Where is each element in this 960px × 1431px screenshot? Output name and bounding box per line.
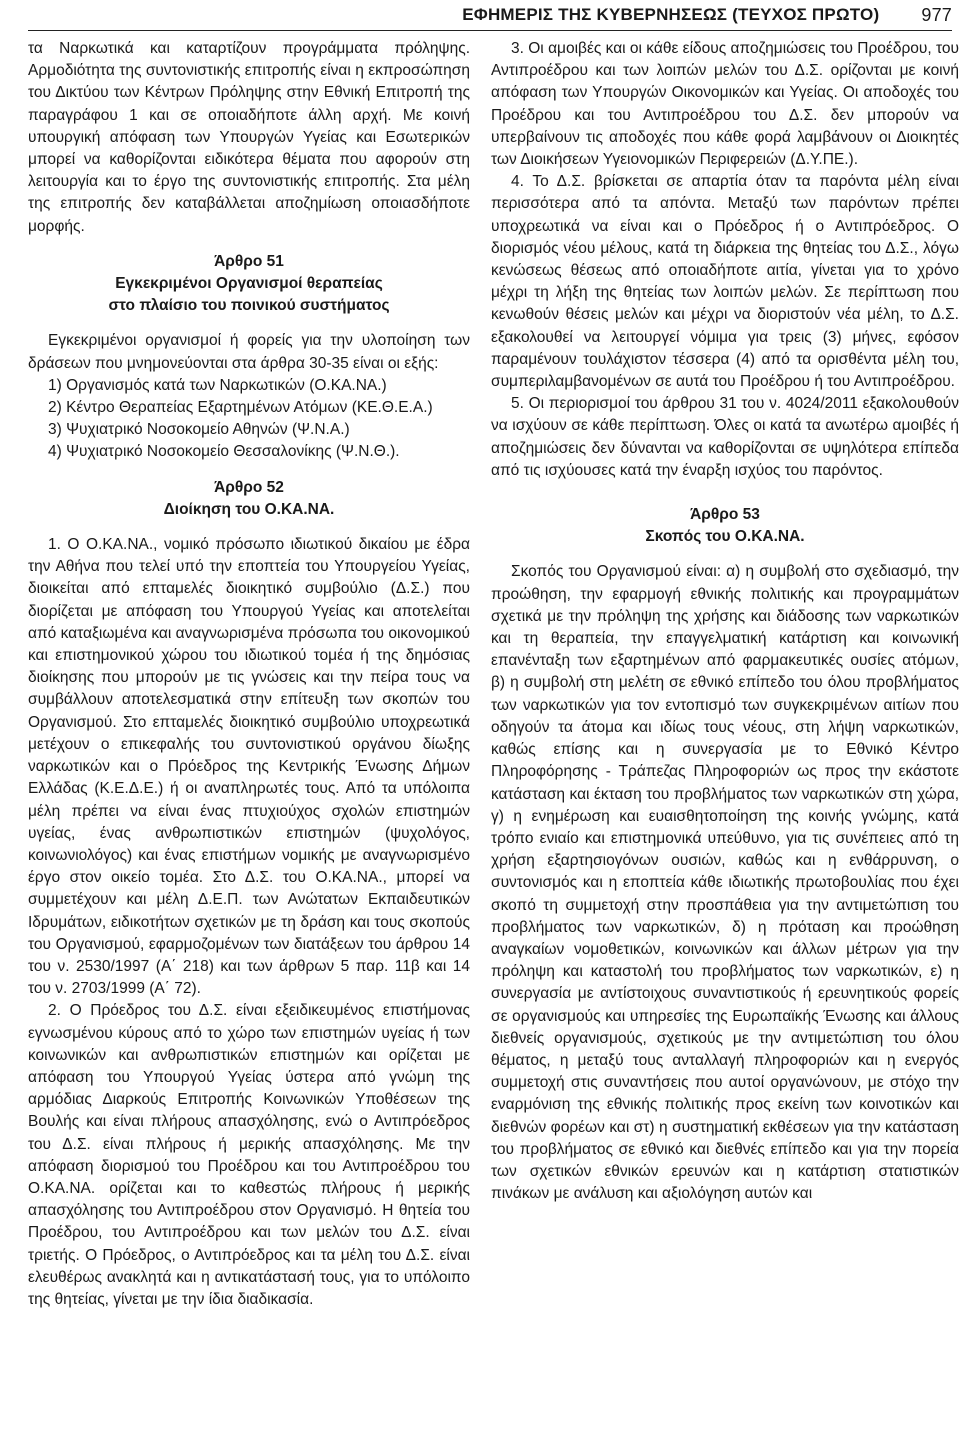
article-53-heading bbox=[491, 504, 959, 548]
right-column bbox=[491, 38, 959, 1205]
article-53-text: Σκοπός του Οργανισμού είναι: α) η συμβολή στο σχεδιασμό, την προώθηση, την εφαρμογή εθνικής πολιτικής και προγραμμάτων σχετικά με την πρόληψη της χρήσης και διάδοσης των ναρκωτικών και τη θεραπεία, την επαγγελματική κατάρτιση και κοινωνική επανένταξη των εξαρτημένων από φαρμακευτικές ουσίες ατόμων, β) η συμβολή στη μελέτη σε εθνικό επίπεδο του όλου προβλήματος των ναρκωτικών για τον εντοπισμό των συγκεκριμένων αιτίων που οδηγούν τα άτομα και ιδίως τους νέους, στη λήψη ναρκωτικών, καθώς επίσης και η συνεργασία με το Εθνικό Κέντρο Πληροφόρησης - Τράπεζας Πληροφοριών ως προς την εκάστοτε κατάσταση και έκταση του προβλήματος των ναρκωτικών στη χώρα, γ) η ενημέρωση και ευαισθητοποίηση της κοινής γνώμης, κατά τρόπο ενιαίο και επιστημονικά υπεύθυνο, για τις συνέπειες από τη χρήση εξαρτησιογόνων ουσιών, καθώς και η ενθάρρυνση, ο συντονισμός και η εποπτεία κάθε ιδιωτικής πρωτοβουλίας που έχει σκοπό τη συμμετοχή στην προσπάθεια για την αντιμετώπιση του προβλήματος των ναρκωτικών, δ) η πρόταση και προώθηση αναγκαίων νομοθετικών, κοινωνικών και άλλων μέτρων για την πρόληψη και καταστολή του προβλήματος των ναρκωτικών, ε) η συνεργασία με αντίστοιχους συναντιστικούς ή ερευνητικούς φορείς σε οργανισμούς και υπηρεσίες της Ευρωπαϊκής Ένωσης και άλλους διεθνείς οργανισμούς, σχετικούς με την αντιμετώπιση του όλου θέματος, η μεταξύ τους ανταλλαγή πληροφοριών και η ενεργός συμμετοχή στις συναντήσεις που αυτοί οργανώνουν, με στόχο την εναρμόνιση της εθνικής πολιτικής προς εκείνη των κοινοτικών και διεθνών φορέων και στ) η συστηματική εκθέσεων για την κατάσταση του προβλήματος σε εθνικό και διεθνές επίπεδο και για την πορεία των σχετικών εθνικών ερευνών και η κατάρτιση στατιστικών πινάκων με ανάλυση και αξιολόγηση αυτών και bbox=[491, 563, 959, 1203]
article-52-paragraph-1: 1. Ο Ο.ΚΑ.ΝΑ., νομικό πρόσωπο ιδιωτικού δικαίου με έδρα την Αθήνα που τελεί υπό την εποπτεία του Υπουργείου Υγείας, διοικείται από επταμελές διοικητικό συμβούλιο (Δ.Σ.) που διορίζεται με απόφαση του Υπουργού Υγείας και αποτελείται από καταξιωμένα και αναγνωρισμένα πρόσωπα του οικονομικού και επιστημονικού χώρου του ιδιωτικού τομέα ή της δημόσιας διοίκησης που μπορούν με τις γνώσεις και την πείρα τους να συμβάλλουν αποτελεσματικά στην επίτευξη των σκοπών του Οργανισμού. Στο επταμελές διοικητικό συμβούλιο υποχρεωτικά μετέχουν ο επικεφαλής του συντονιστικού οργάνου δίωξης ναρκωτικών και ο Πρόεδρος της Κεντρικής Ένωσης Δήμων Ελλάδας (Κ.Ε.Δ.Ε.) ή οι αναπληρωτές τους. Από τα υπόλοιπα μέλη πρέπει να είναι ένας πτυχιούχος σχολών επιστημών υγείας, ένας ανθρωπιστικών επιστημών (ψυχολόγος, κοινωνιολόγος) και ένας επιστήμων νομικής με αναγνωρισμένο έργο στον οικείο τομέα. Στο Δ.Σ. του Ο.ΚΑ.ΝΑ., μπορεί να συμμετέχουν και μέλη Δ.Ε.Π. των Ανώτατων Εκπαιδευτικών Ιδρυμάτων, ειδικοτήτων σχετικών με τη δράση και τους σκοπούς του Οργανισμού, εφαρμοζομένων των διατάξεων του άρθρου 14 του ν. 2530/1997 (Α΄ 218) και των άρθρων 5 παρ. 11β και 14 του ν. 2703/1999 (Α΄ 72). bbox=[28, 536, 470, 998]
list-item: 4) Ψυχιατρικό Νοσοκομείο Θεσσαλονίκης (Ψ.Ν.Θ.). bbox=[48, 443, 400, 461]
page-header bbox=[28, 0, 952, 31]
article-52-paragraph-4: 4. Το Δ.Σ. βρίσκεται σε απαρτία όταν τα παρόντα μέλη είναι περισσότερα από τα απόντα. Μεταξύ των παρόντων πρέπει υποχρεωτικά να είναι και ο Πρόεδρος ή ο Αντιπρόεδρος. Ο διορισμός νέου μέλους, κατά τη διάρκεια της θητείας του Δ.Σ., λόγω κενώσεως θέσεως από οποιαδήποτε αιτία, γίνεται για το χρόνο μέχρι τη λήξη της θητείας των λοιπών μελών. Σε περίπτωση που κενωθούν θέσεις μελών και μέχρι να διοριστούν νέα μέλη, το Δ.Σ. εξακολουθεί να λειτουργεί νόμιμα για τρεις (3) μήνες, εφόσον παραμένουν τουλάχιστον τέσσερα (4) από τα ορισθέντα μέλη του, συμπεριλαμβανομένων σε αυτά του Προέδρου ή του Αντιπροέδρου. bbox=[491, 173, 959, 391]
list-item: 2) Κέντρο Θεραπείας Εξαρτημένων Ατόμων (ΚΕ.Θ.Ε.Α.) bbox=[48, 399, 433, 417]
article-52-paragraph-3: 3. Οι αμοιβές και οι κάθε είδους αποζημιώσεις του Προέδρου, του Αντιπροέδρου και των λοιπών μελών του Δ.Σ. ορίζονται με κοινή απόφαση των Υπουργών Οικονομικών και Υγείας. Οι αποδοχές του Προέδρου και του Αντιπροέδρου του Δ.Σ. δεν μπορούν να υπερβαίνουν τις αποδοχές που κάθε φορά λαμβάνουν οι Διοικητές των Διοικήσεων Υγειονομικών Περιφερειών (Δ.Υ.ΠΕ.). bbox=[491, 40, 959, 169]
article-53-title: Σκοπός του Ο.ΚΑ.ΝΑ. bbox=[645, 528, 805, 546]
article-52-title: Διοίκηση του Ο.ΚΑ.ΝΑ. bbox=[163, 500, 335, 518]
article-52-paragraph-5: 5. Οι περιορισμοί του άρθρου 31 του ν. 4024/2011 εξακολουθούν να ισχύουν σε κάθε περίπτωση. Όλες οι κατά τα ανωτέρω αμοιβές ή αποζημιώσεις δεν δύνανται να καθορίζονται σε υψηλότερα επίπεδα από τις ισχύουσες κατά την έναρξη ισχύος του παρόντος. bbox=[491, 395, 959, 479]
list-item: 3) Ψυχιατρικό Νοσοκομείο Αθηνών (Ψ.Ν.Α.) bbox=[48, 421, 350, 439]
article-51-text: Εγκεκριμένοι οργανισμοί ή φορείς για την υλοποίηση των δράσεων που μνημονεύονται στα άρθρα 30-35 είναι οι εξής: bbox=[28, 332, 470, 372]
article-52-paragraph-2: 2. Ο Πρόεδρος του Δ.Σ. είναι εξειδικευμένος επιστήμονας εγνωσμένου κύρους από το χώρο των επιστημών υγείας ή των κοινωνικών και ανθρωπιστικών επιστημών και ορίζεται με απόφαση του Υπουργού Υγείας ύστερα από γνώμη της αρμόδιας Διαρκούς Επιτροπής Κοινωνικών Υποθέσεων της Βουλής και είναι πλήρους απασχόλησης, ενώ ο Αντιπρόεδρος του Δ.Σ. είναι πλήρους ή μερικής απασχόλησης. Με την απόφαση διορισμού του Προέδρου και του Αντιπροέδρου του Ο.ΚΑ.ΝΑ. ορίζεται και το καθεστώς πλήρους ή μερικής απασχόλησης του Αντιπροέδρου στον Οργανισμό. Η θητεία του Προέδρου, του Αντιπροέδρου και των μελών του Δ.Σ. είναι τριετής. Ο Πρόεδρος, ο Αντιπρόεδρος και τα μέλη του Δ.Σ. είναι ελευθέρως ανακλητά και η αντικατάστασή τους, για το υπόλοιπο της θητείας, γίνεται με την ίδια διαδικασία. bbox=[28, 1002, 470, 1308]
page-number: 977 bbox=[921, 4, 952, 25]
left-column bbox=[28, 38, 470, 1311]
article-51-title-line1: Εγκεκριμένοι Οργανισμοί θεραπείας bbox=[115, 275, 383, 293]
article-52-number: Άρθρο 52 bbox=[214, 478, 284, 496]
article-51-number: Άρθρο 51 bbox=[214, 252, 284, 270]
list-item: 1) Οργανισμός κατά των Ναρκωτικών (Ο.ΚΑ.ΝΑ.) bbox=[48, 376, 387, 394]
organisations-list bbox=[28, 375, 470, 464]
article-53-number: Άρθρο 53 bbox=[690, 506, 760, 524]
article-52-heading bbox=[28, 477, 470, 521]
intro-paragraph: τα Ναρκωτικά και καταρτίζουν προγράμματα πρόληψης. Αρμοδιότητα της συντονιστικής επιτροπής είναι η εκπροσώπηση του Δικτύου των Κέντρων Πρόληψης στην Εθνική Επιτροπή της παραγράφου 1 και σε οποιαδήποτε άλλη αρχή. Με κοινή υπουργική απόφαση των Υπουργών Υγείας και Εσωτερικών μπορεί να καθορίζονται ειδικότερα θέματα που αφορούν στη λειτουργία και το έργο της συντονιστικής επιτροπής. Στα μέλη της επιτροπής δεν καταβάλλεται αποζημίωση οποιασδήποτε μορφής. bbox=[28, 40, 470, 235]
article-51-title-line2: στο πλαίσιο του ποινικού συστήματος bbox=[108, 297, 390, 315]
gazette-title: ΕΦΗΜΕΡΙΣ ΤΗΣ ΚΥΒΕΡΝΗΣΕΩΣ (ΤΕΥΧΟΣ ΠΡΩΤΟ) bbox=[462, 5, 880, 24]
article-51-heading bbox=[28, 251, 470, 318]
